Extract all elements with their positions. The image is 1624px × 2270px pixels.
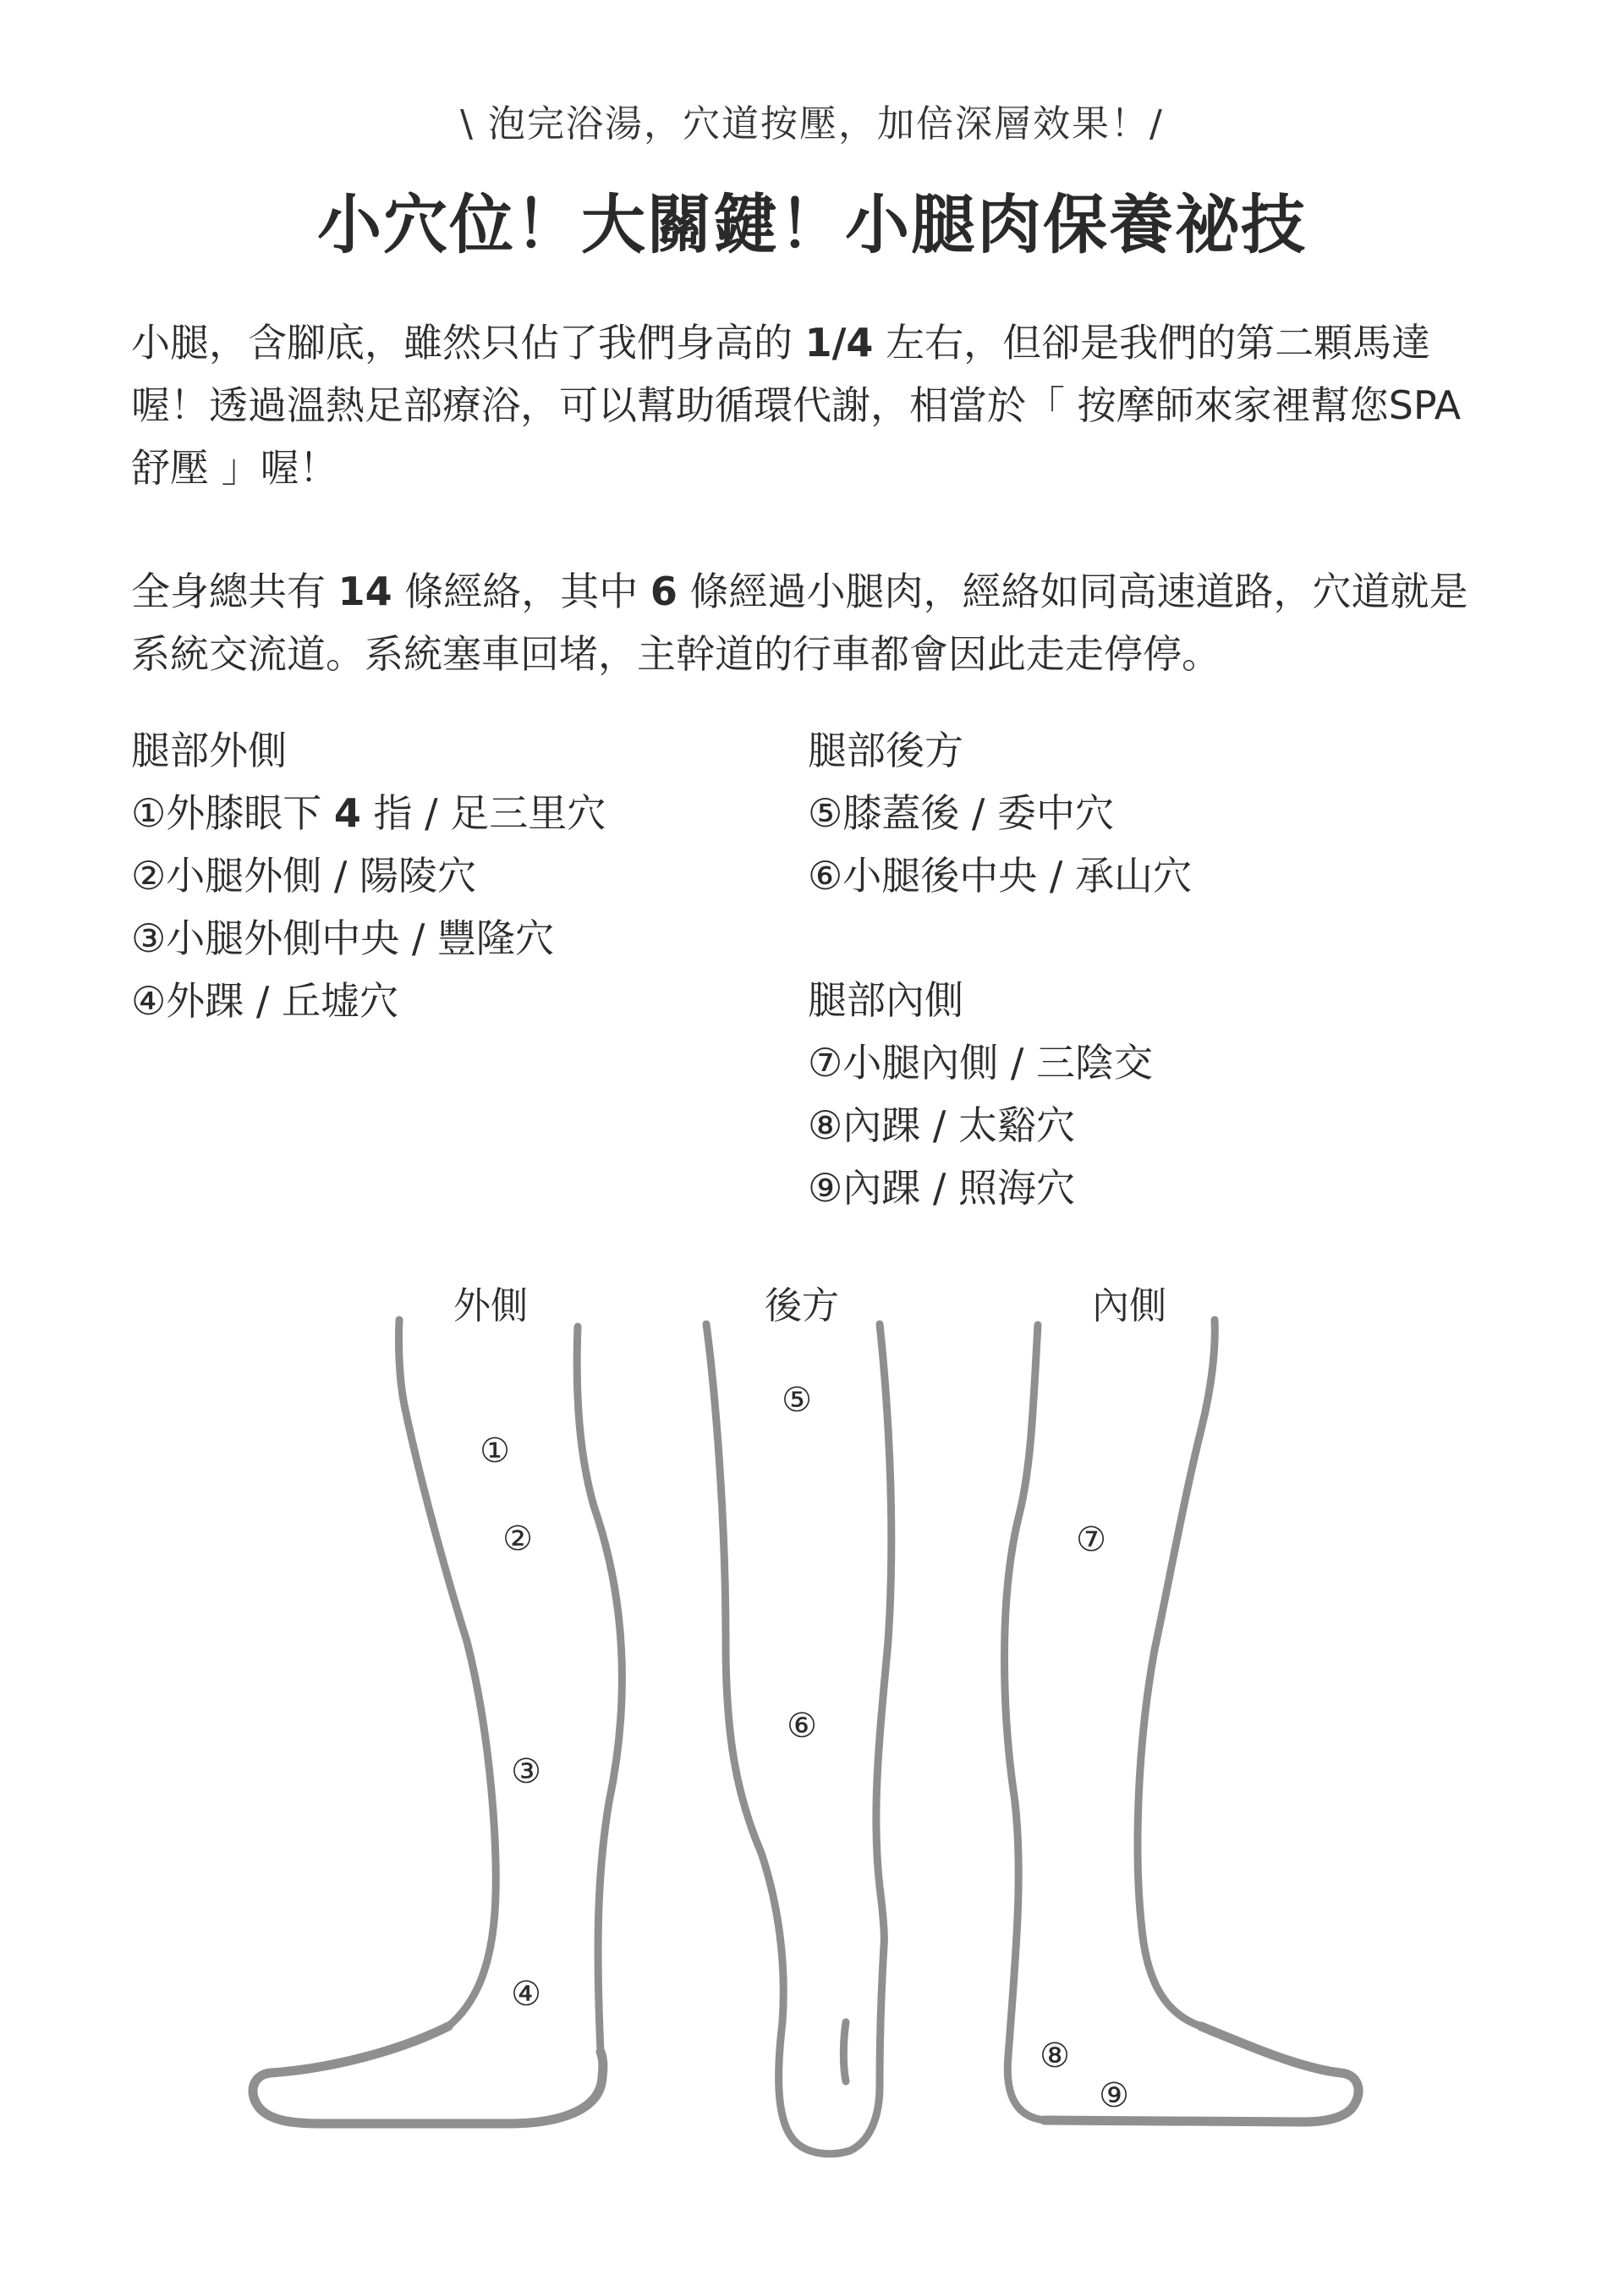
leg-diagram <box>0 1261 1624 2208</box>
list-item: ⑨內踝 / 照海穴 <box>808 1165 1075 1211</box>
list-item: ②小腿外側 / 陽陵穴 <box>131 853 476 899</box>
intro-text: 條經過小腿肉，經絡如同高速道路，穴道就是系統交流道。系統塞車回堵，主幹道的行車都會因此走走停停。 <box>131 569 1468 677</box>
calf-meridian-count: 6 <box>650 569 678 614</box>
acupoint-marker-8: ⑧ <box>1040 2036 1070 2075</box>
intro-ratio: 1/4 <box>804 320 874 366</box>
label-outer: 外側 <box>453 1284 528 1327</box>
list-item: ⑧內踝 / 太谿穴 <box>808 1102 1075 1148</box>
intro-paragraph-2 <box>131 560 1493 685</box>
leg-inner-back-contour <box>1005 1325 1045 2120</box>
label-inner: 內側 <box>1092 1284 1166 1327</box>
meridian-count: 14 <box>337 569 392 614</box>
acupoint-marker-7: ⑦ <box>1076 1520 1106 1559</box>
leg-outer-front-contour <box>398 1320 496 2026</box>
list-item <box>131 782 606 844</box>
inner-heading: 腿部內側 <box>808 977 963 1023</box>
label-back: 後方 <box>765 1284 839 1327</box>
leg-outer-illustration <box>253 1320 622 2124</box>
item-text: ①外膝眼下 <box>131 790 334 836</box>
list-item: ⑤膝蓋後 / 委中穴 <box>808 790 1114 836</box>
inner-points-list <box>808 969 1153 1219</box>
acupoint-marker-1: ① <box>480 1432 510 1470</box>
leg-diagram-svg <box>0 1261 1624 2208</box>
item-bold: 4 <box>333 790 361 836</box>
achilles-line <box>843 2022 846 2081</box>
intro-text: 左右，但卻是我們的第二顆馬達喔！透過溫熱足部療浴，可以幫助循環代謝，相當於「 按摩師來家裡幫您SPA舒壓 」喔！ <box>131 320 1462 491</box>
leg-outer-foot <box>253 2026 603 2124</box>
list-item: ⑥小腿後中央 / 承山穴 <box>808 853 1192 899</box>
item-text: 指 / 足三里穴 <box>360 790 606 836</box>
list-item: ③小腿外側中央 / 豐隆穴 <box>131 915 554 961</box>
outer-points-list <box>131 719 606 1032</box>
subtitle: \ 泡完浴湯，穴道按壓，加倍深層效果！/ <box>460 102 1164 146</box>
intro-text: 條經絡，其中 <box>392 569 650 614</box>
intro-text: 小腿，含腳底，雖然只佔了我們身高的 <box>131 320 805 366</box>
acupoint-marker-5: ⑤ <box>782 1381 812 1420</box>
page-title: 小穴位！大關鍵！小腿肉保養祕技 <box>317 187 1307 262</box>
acupoint-marker-4: ④ <box>511 1975 541 2014</box>
leg-back-right-contour <box>876 1324 892 1946</box>
acupoint-marker-6: ⑥ <box>787 1707 817 1745</box>
intro-paragraph-1 <box>131 311 1493 499</box>
back-points-list <box>808 719 1192 907</box>
leg-inner-foot <box>1045 2026 1358 2122</box>
acupoint-marker-2: ② <box>502 1520 533 1558</box>
acupoint-marker-3: ③ <box>511 1752 541 1791</box>
leg-outer-back-contour <box>577 1327 622 2052</box>
list-item: ④外踝 / 丘墟穴 <box>131 978 398 1024</box>
acupoint-marker-9: ⑨ <box>1099 2076 1129 2115</box>
leg-inner-illustration <box>1005 1320 1359 2122</box>
list-item: ⑦小腿內側 / 三陰交 <box>808 1040 1153 1086</box>
back-heading: 腿部後方 <box>808 728 963 773</box>
outer-heading: 腿部外側 <box>131 728 287 773</box>
leg-inner-front-contour <box>1138 1320 1215 2026</box>
intro-text: 全身總共有 <box>131 569 338 614</box>
